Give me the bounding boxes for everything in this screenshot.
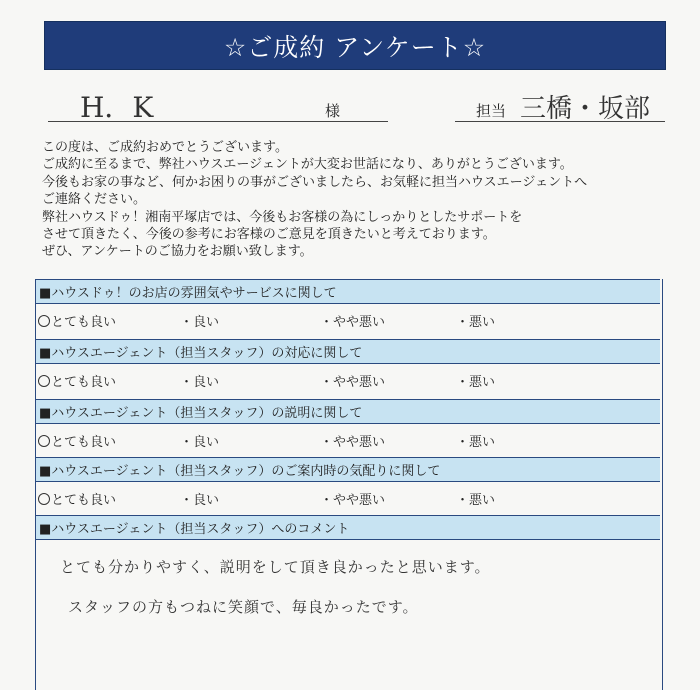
rating-options [36,423,660,457]
intro-line: ご連絡ください。 [42,192,147,208]
comment-heading: ■ハウスエージェント（担当スタッフ）へのコメント [36,515,660,540]
option-very-good[interactable]: とても良い [38,431,116,450]
intro-line: この度は、ご成約おめでとうございます。 [42,140,288,155]
selected-circle-icon [38,375,50,387]
title-banner [44,21,666,70]
option-good[interactable]: ・良い [180,375,220,390]
option-good[interactable]: ・良い [180,315,220,330]
intro-line: ぜひ、アンケートのご協力をお願い致します。 [42,244,313,260]
honorific-label: 様 [325,102,341,120]
question-heading: ■ハウスエージェント（担当スタッフ）の説明に関して [36,399,660,424]
selected-circle-icon [38,315,50,327]
option-good[interactable]: ・良い [180,435,220,450]
selected-circle-icon [38,435,50,447]
customer-name: H．K [80,91,154,124]
intro-line: ご成約に至るまで、弊社ハウスエージェントが大変お世話になり、ありがとうございます。 [42,157,573,173]
intro-line: 弊社ハウスドゥ！湘南平塚店では、今後もお客様の為にしっかりとしたサポートを [42,209,523,225]
intro-text [42,139,662,261]
question-heading: ■ハウスエージェント（担当スタッフ）の対応に関して [36,339,660,364]
rating-options [36,481,660,515]
option-somewhat-bad[interactable]: ・やや悪い [320,315,386,330]
option-bad[interactable]: ・悪い [456,435,496,450]
staff-name: 三橋・坂部 [520,94,651,124]
staff-label: 担当 [476,102,507,120]
comment-line: とても分かりやすく、説明をして頂き良かったと思います。 [60,558,491,576]
option-somewhat-bad[interactable]: ・やや悪い [320,435,386,450]
option-bad[interactable]: ・悪い [456,315,496,330]
survey-title: ☆ご成約 アンケート☆ [223,32,487,62]
rating-options [36,363,660,397]
customer-name-underline [48,121,388,122]
selected-circle-icon [38,493,50,505]
question-heading: ■ハウスドゥ！のお店の雰囲気やサービスに関して [36,279,660,304]
comment-line: スタッフの方もつねに笑顔で、毎良かったです。 [68,598,419,616]
option-very-good[interactable]: とても良い [38,489,116,508]
intro-line: させて頂きたく、今後の参考にお客様のご意見を頂きたいと考えております。 [42,227,496,243]
option-bad[interactable]: ・悪い [456,493,496,508]
option-bad[interactable]: ・悪い [456,375,496,390]
staff-underline [455,121,665,122]
rating-options [36,303,660,337]
intro-line: 今後もお家の事など、何かお困りの事がございましたら、お気軽に担当ハウスエージェントへ [42,174,588,190]
option-very-good[interactable]: とても良い [38,371,116,390]
option-somewhat-bad[interactable]: ・やや悪い [320,493,386,508]
option-good[interactable]: ・良い [180,493,220,508]
option-somewhat-bad[interactable]: ・やや悪い [320,375,386,390]
option-very-good[interactable]: とても良い [38,311,116,330]
question-heading: ■ハウスエージェント（担当スタッフ）のご案内時の気配りに関して [36,457,660,482]
